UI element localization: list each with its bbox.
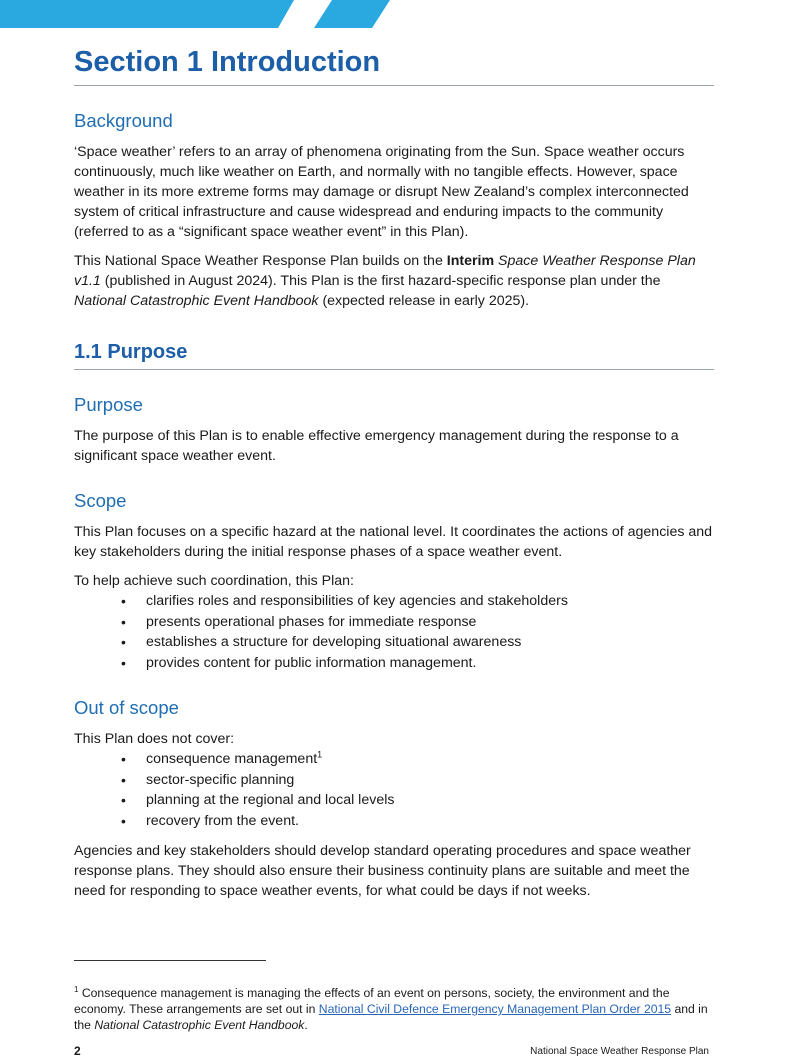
header-band — [0, 0, 806, 28]
interim-bold: Interim — [446, 253, 495, 269]
list-item: • recovery from the event. — [146, 811, 714, 832]
list-item: • consequence management$^1$ — [146, 749, 714, 770]
list-item: • sector-specific planning — [146, 770, 714, 791]
purpose-section-title: 1.1 Purpose — [74, 339, 714, 370]
footnote-divider — [74, 960, 266, 961]
handbook-title: National Catastrophic Event Handbook — [74, 293, 319, 309]
interim-plan-title: Space Weather Response Plan v1.1 — [74, 253, 696, 289]
scope-heading: Scope — [74, 490, 127, 511]
footnote-number: 1 — [74, 984, 79, 994]
list-item: • presents operational phases for immediate response — [146, 612, 714, 633]
handbook-title-footnote: National Catastrophic Event Handbook — [94, 1018, 305, 1032]
page-number: 2 — [74, 1044, 81, 1058]
purpose-heading: Purpose — [74, 394, 143, 415]
scope-paragraph-2: To help achieve such coordination, this Plan: — [74, 573, 354, 589]
purpose-paragraph: The purpose of this Plan is to enable effective emergency management during the response to a significant space weather event. — [74, 428, 679, 464]
scope-bullet-list — [74, 591, 714, 673]
footer-doc-title: National Space Weather Response Plan — [530, 1046, 709, 1057]
background-heading: Background — [74, 110, 173, 131]
out-of-scope-paragraph-1: This Plan does not cover: — [74, 731, 235, 747]
page-body — [74, 44, 714, 910]
header-band-main — [0, 0, 294, 28]
footnote: $^1$ Consequence management is managing the effects of an event on persons, society, the environment and the economy. These arrangements are set out in National Civil Defence Emergency Management Plan Order 2015 and in the National Catastrophic Event Handbook. — [74, 984, 708, 1032]
list-item: • clarifies roles and responsibilities of key agencies and stakeholders — [146, 591, 714, 612]
cdem-plan-link[interactable]: National Civil Defence Emergency Management Plan Order 2015 — [318, 1002, 672, 1016]
out-of-scope-heading: Out of scope — [74, 697, 179, 718]
out-of-scope-paragraph-2: Agencies and key stakeholders should develop standard operating procedures and space weather response plans. They should also ensure their business continuity plans are suitable and meet the need for responding to space weather events, for what could be days if not weeks. — [74, 843, 691, 899]
footnote-ref[interactable]: 1 — [317, 749, 323, 760]
background-paragraph-1: ‘Space weather’ refers to an array of phenomena originating from the Sun. Space weather occurs continuously, much like weather on Earth, and normally with no tangible effects. However, space weather in its more extreme forms may damage or disrupt New Zealand’s complex interconnected system of critical infrastructure and cause widespread and enduring impacts to the community (referred to as a “significant space weather event” in this Plan). — [74, 144, 689, 240]
scope-paragraph-1: This Plan focuses on a specific hazard at the national level. It coordinates the actions of agencies and key stakeholders during the initial response phases of a space weather event. — [74, 524, 713, 560]
out-of-scope-bullet-list — [74, 749, 714, 831]
page-title: Section 1 Introduction — [74, 44, 714, 86]
header-band-accent — [314, 0, 390, 28]
list-item: • establishes a structure for developing situational awareness — [146, 632, 714, 653]
background-paragraph-2: This National Space Weather Response Plan builds on the Interim Space Weather Response Plan v1.1 (published in August 2024). This Plan is the first hazard-specific response plan under the National Catastrophic Event Handbook (expected release in early 2025). — [74, 253, 696, 309]
list-item: • planning at the regional and local levels — [146, 790, 714, 811]
list-item: • provides content for public information management. — [146, 653, 714, 674]
